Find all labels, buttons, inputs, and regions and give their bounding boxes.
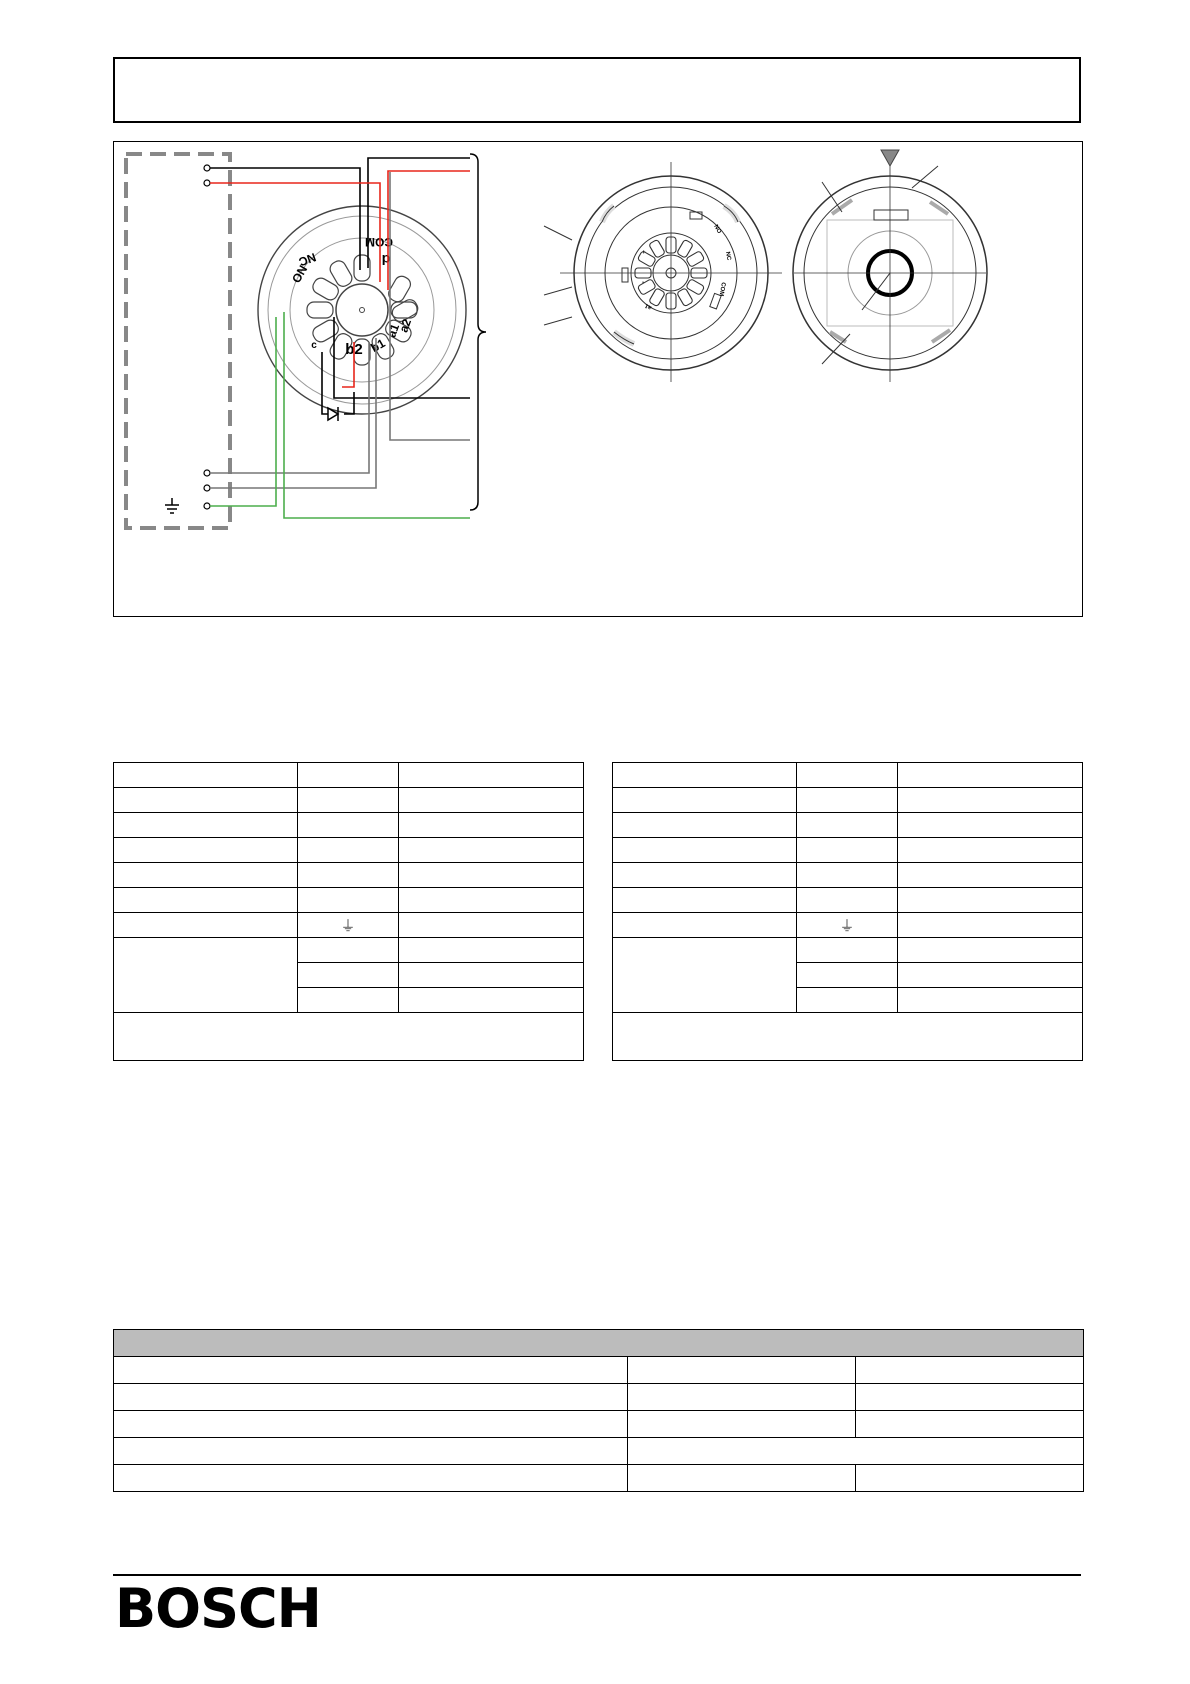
wires bbox=[210, 158, 470, 518]
label-a2: a2 bbox=[396, 316, 415, 335]
control-panel-outline bbox=[126, 154, 230, 528]
table-row bbox=[613, 913, 1083, 938]
table-row bbox=[114, 763, 584, 788]
table-row bbox=[613, 888, 1083, 913]
svg-text:+: + bbox=[642, 250, 646, 256]
table-row bbox=[114, 1384, 1084, 1411]
table-row bbox=[114, 1411, 1084, 1438]
label-no: NO bbox=[288, 262, 311, 286]
table-row bbox=[114, 838, 584, 863]
earth-ground-icon: ⏚ bbox=[340, 917, 356, 935]
label-b2: b2 bbox=[345, 341, 363, 358]
earth-ground-icon bbox=[165, 498, 179, 513]
table-row bbox=[613, 813, 1083, 838]
table-row bbox=[114, 938, 584, 963]
base-view-front-labels bbox=[642, 224, 732, 310]
svg-text:a1: a1 bbox=[644, 301, 653, 311]
table-row bbox=[114, 1013, 584, 1061]
base-view-front bbox=[544, 162, 782, 382]
table-row bbox=[114, 1465, 1084, 1492]
footer-rule bbox=[113, 1574, 1081, 1576]
table-row bbox=[114, 1438, 1084, 1465]
diode-icon bbox=[328, 407, 338, 421]
table-row bbox=[613, 838, 1083, 863]
table-row bbox=[114, 863, 584, 888]
table-row bbox=[114, 888, 584, 913]
table-row bbox=[114, 813, 584, 838]
table-row bbox=[114, 788, 584, 813]
base-view-rear bbox=[793, 162, 987, 382]
wiring-diagram bbox=[114, 142, 1082, 616]
diagram-frame bbox=[113, 141, 1083, 617]
label-c: c bbox=[311, 340, 317, 351]
panel-terminals bbox=[204, 165, 210, 509]
label-a1: a1 bbox=[384, 321, 403, 340]
brand-logo: BOSCH bbox=[115, 1577, 321, 1640]
label-nc: NC bbox=[296, 250, 318, 270]
label-b1: b1 bbox=[368, 335, 388, 356]
table-row bbox=[613, 938, 1083, 963]
table-row bbox=[613, 863, 1083, 888]
earth-ground-icon: ⏚ bbox=[839, 917, 855, 935]
table-row bbox=[613, 788, 1083, 813]
label-com: COM bbox=[365, 235, 393, 249]
label-d: d bbox=[381, 252, 391, 268]
brace bbox=[470, 154, 486, 510]
title-frame bbox=[113, 57, 1081, 123]
svg-text:NO: NO bbox=[712, 224, 722, 235]
svg-text:-: - bbox=[642, 280, 644, 286]
table-row bbox=[613, 763, 1083, 788]
specification-table bbox=[113, 1329, 1084, 1492]
left-connection-table bbox=[113, 762, 584, 1061]
right-connection-table bbox=[612, 762, 1083, 1061]
svg-text:NC: NC bbox=[724, 251, 732, 261]
table-row bbox=[114, 913, 584, 938]
table-header-row bbox=[114, 1330, 1084, 1357]
position-marker-icon bbox=[881, 150, 899, 166]
detector-base-drawing bbox=[258, 206, 466, 414]
table-row bbox=[114, 1357, 1084, 1384]
table-row bbox=[613, 1013, 1083, 1061]
svg-text:COM: COM bbox=[717, 281, 726, 297]
